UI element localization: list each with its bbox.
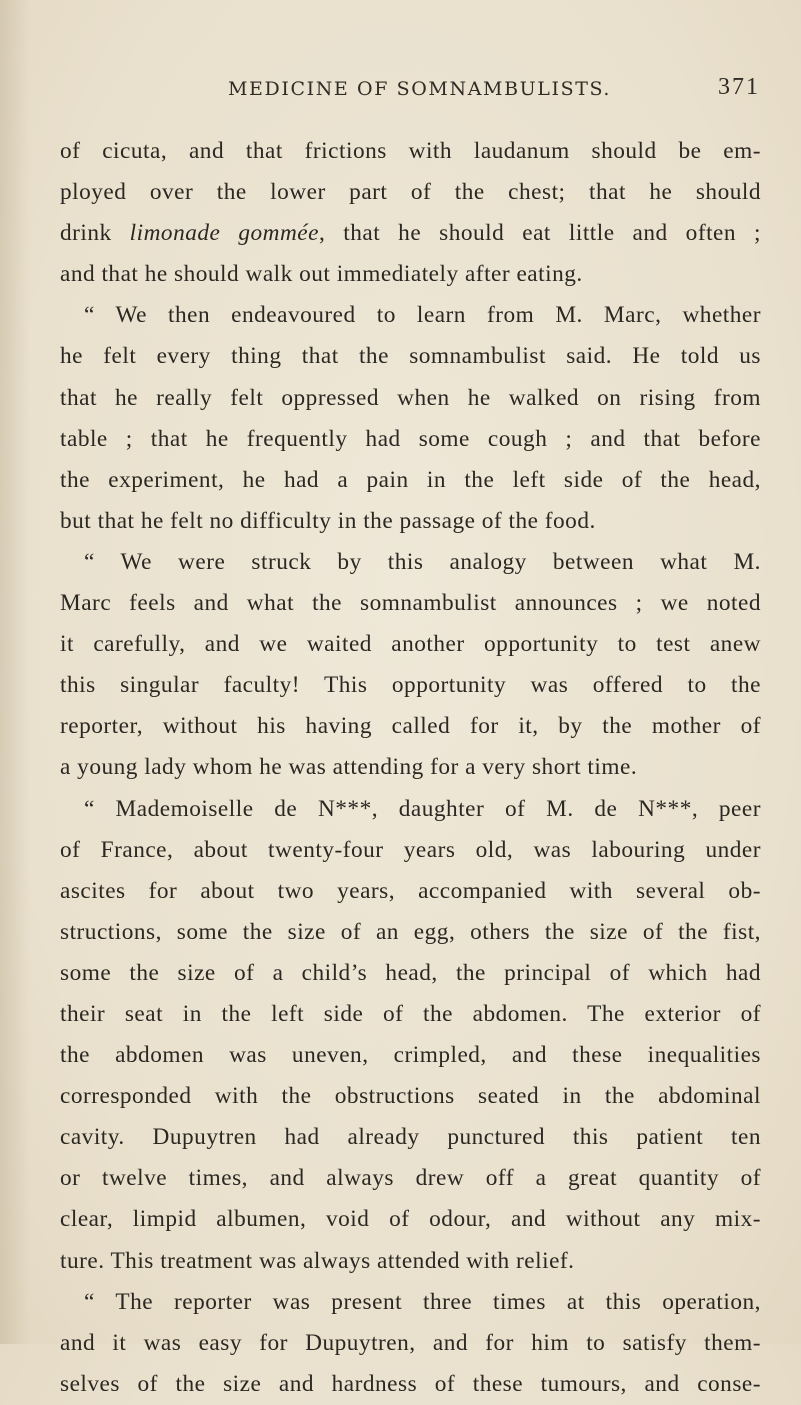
text-line: selves of the size and hardness of these tumours, and conse- (60, 1370, 761, 1397)
text-line: he felt every thing that the somnambulist said. He told us (60, 343, 761, 370)
text-line: ascites for about two years, accompanied with several ob- (60, 877, 761, 904)
text-line-start: drink (60, 220, 130, 247)
text-line: corresponded with the obstructions seated in the abdominal (60, 1083, 761, 1110)
text-line: it carefully, and we waited another opportunity to test anew (60, 631, 761, 658)
text-line: table ; that he frequently had some cough ; and that before (60, 425, 761, 452)
text-line: “ We were struck by this analogy between what M. (84, 548, 761, 575)
text-line: that he really felt oppressed when he walked on rising from (60, 384, 761, 411)
body-text (60, 131, 761, 1405)
text-line: or twelve times, and always drew off a great quantity of (60, 1165, 761, 1192)
page-gutter-shadow (0, 0, 30, 1344)
text-line: structions, some the size of an egg, others the size of the fist, (60, 918, 761, 945)
text-line: of cicuta, and that frictions with laudanum should be em- (60, 138, 761, 164)
text-line: of France, about twenty-four years old, was labouring under (60, 836, 761, 863)
text-line: ployed over the lower part of the chest; that he should (60, 179, 761, 206)
text-line: “ The reporter was present three times at this operation, (84, 1288, 761, 1315)
text-line: a young lady whom he was attending for a very short time. (60, 754, 638, 781)
text-line (60, 213, 761, 254)
italic-phrase: limonade gommée (129, 220, 319, 247)
text-line: reporter, without his having called for it, by the mother of (60, 713, 761, 740)
text-line: “ We then endeavoured to learn from M. Marc, whether (84, 302, 761, 329)
text-line: some the size of a child’s head, the principal of which had (60, 959, 761, 986)
running-head-title: MEDICINE OF SOMNAMBULISTS. (228, 78, 612, 100)
text-line: this singular faculty! This opportunity was offered to the (60, 672, 761, 699)
text-line: ture. This treatment was always attended with relief. (60, 1247, 575, 1274)
text-line: the experiment, he had a pain in the left side of the head, (60, 466, 761, 493)
text-line: and it was easy for Dupuytren, and for him to satisfy them- (60, 1329, 761, 1356)
text-line: “ Mademoiselle de N***, daughter of M. de N***, peer (84, 795, 761, 822)
running-head (60, 74, 760, 110)
text-line-end: , that he should eat little and often ; (318, 220, 761, 247)
text-line: cavity. Dupuytren had already punctured this patient ten (60, 1124, 761, 1151)
text-line: but that he felt no difficulty in the passage of the food. (60, 507, 596, 534)
text-line: clear, limpid albumen, void of odour, and without any mix- (60, 1206, 761, 1233)
text-line: and that he should walk out immediately after eating. (60, 261, 583, 288)
text-line: their seat in the left side of the abdomen. The exterior of (60, 1000, 761, 1027)
text-line: Marc feels and what the somnambulist announces ; we noted (60, 590, 761, 617)
page-number: 371 (718, 74, 760, 100)
text-line: the abdomen was uneven, crimpled, and these inequalities (60, 1042, 761, 1069)
